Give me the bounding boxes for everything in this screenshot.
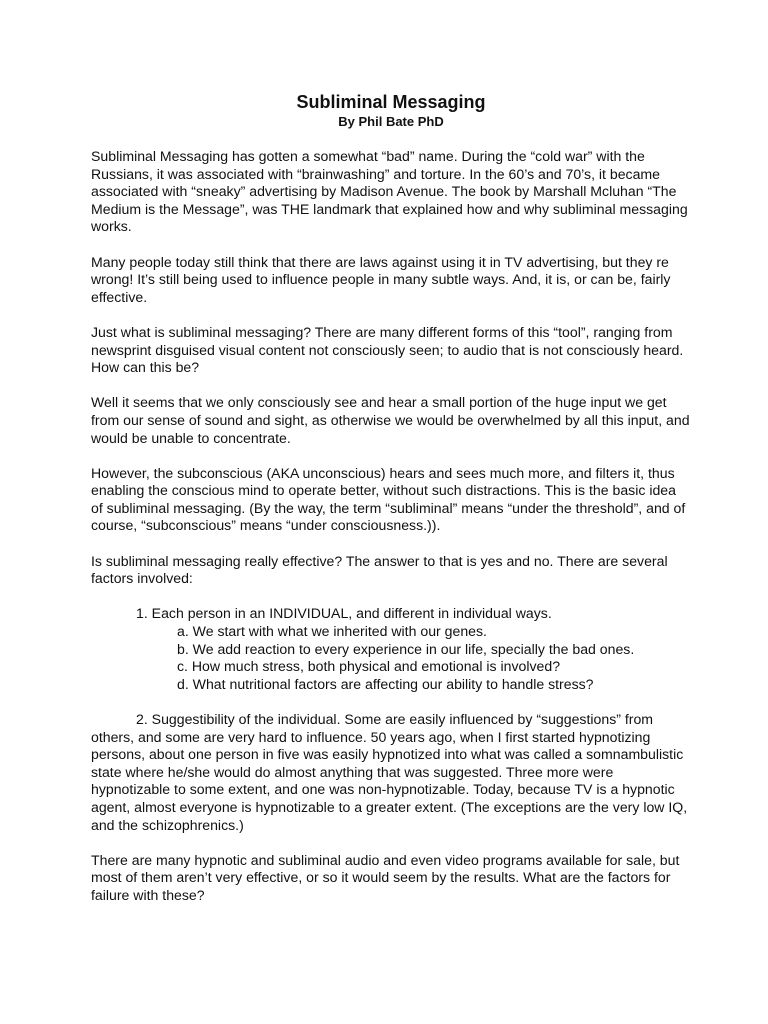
- list-item-1: 1. Each person in an INDIVIDUAL, and different in individual ways.: [136, 605, 552, 622]
- spacer: [91, 588, 691, 606]
- spacer: [91, 834, 691, 852]
- paragraph-laws: Many people today still think that there are laws against using it in TV advertising, but they re wrong! It’s still being used to influence people in many subtle ways. And, it is, or can be, fairly effective.: [91, 253, 671, 305]
- paragraph-definition: Just what is subliminal messaging? There are many different forms of this “tool”, ranging from newsprint disguised visual content not consciously seen; to audio that is not consciously heard. How can this be?: [91, 323, 684, 376]
- paragraph-effectiveness: Is subliminal messaging really effective? The answer to that is yes and no. There are several factors involved:: [91, 552, 668, 587]
- document-page: [91, 92, 691, 905]
- sub-list-item: c. How much stress, both physical and emotional is involved?: [177, 658, 561, 675]
- spacer: [91, 377, 691, 395]
- document-title: Subliminal Messaging: [296, 92, 486, 112]
- spacer: [91, 693, 691, 711]
- sub-list: [91, 623, 691, 693]
- list-item-2: 2. Suggestibility of the individual. Some are easily influenced by “suggestions” from others, and some are very hard to influence. 50 years ago, when I first started hypnotizing persons, about one person in five was easily hypnotized into what was called a somnambulistic state where he/she would do almost anything that was suggested. Three more were hypnotizable to some extent, and one was non-hypnotizable. Today, because TV is a hypnotic agent, almost everyone is hypnotizable to a greater extent. (The exceptions are the very low IQ, and the schizophrenics.): [91, 711, 688, 833]
- spacer: [91, 236, 691, 254]
- sub-list-item: a. We start with what we inherited with our genes.: [177, 623, 487, 640]
- document-byline: By Phil Bate PhD: [338, 114, 444, 129]
- paragraph-closing: There are many hypnotic and subliminal audio and even video programs available for sale, but most of them aren’t very effective, or so it would seem by the results. What are the factors for failure with these?: [91, 851, 680, 903]
- spacer: [91, 306, 691, 324]
- paragraph-perception: Well it seems that we only consciously see and hear a small portion of the huge input we get from our sense of sound and sight, as otherwise we would be overwhelmed by all this input, and would be unable to concentrate.: [91, 394, 690, 446]
- sub-list-item: b. We add reaction to every experience in our life, specially the bad ones.: [177, 640, 635, 657]
- sub-list-item: d. What nutritional factors are affecting our ability to handle stress?: [177, 675, 594, 692]
- spacer: [91, 130, 691, 148]
- paragraph-subconscious: However, the subconscious (AKA unconscious) hears and sees much more, and filters it, thus enabling the conscious mind to operate better, without such distractions. This is the basic idea of subliminal messaging. (By the way, the term “subliminal” means “under the threshold”, and of course, “subconscious” means “under consciousness.)).: [91, 464, 686, 534]
- spacer: [91, 535, 691, 553]
- paragraph-intro: Subliminal Messaging has gotten a somewhat “bad” name. During the “cold war” with the Russians, it was associated with “brainwashing” and torture. In the 60’s and 70’s, it became associated with “sneaky” advertising by Madison Avenue. The book by Marshall Mcluhan “The Medium is the Message”, was THE landmark that explained how and why subliminal messaging works.: [91, 148, 688, 235]
- spacer: [91, 447, 691, 465]
